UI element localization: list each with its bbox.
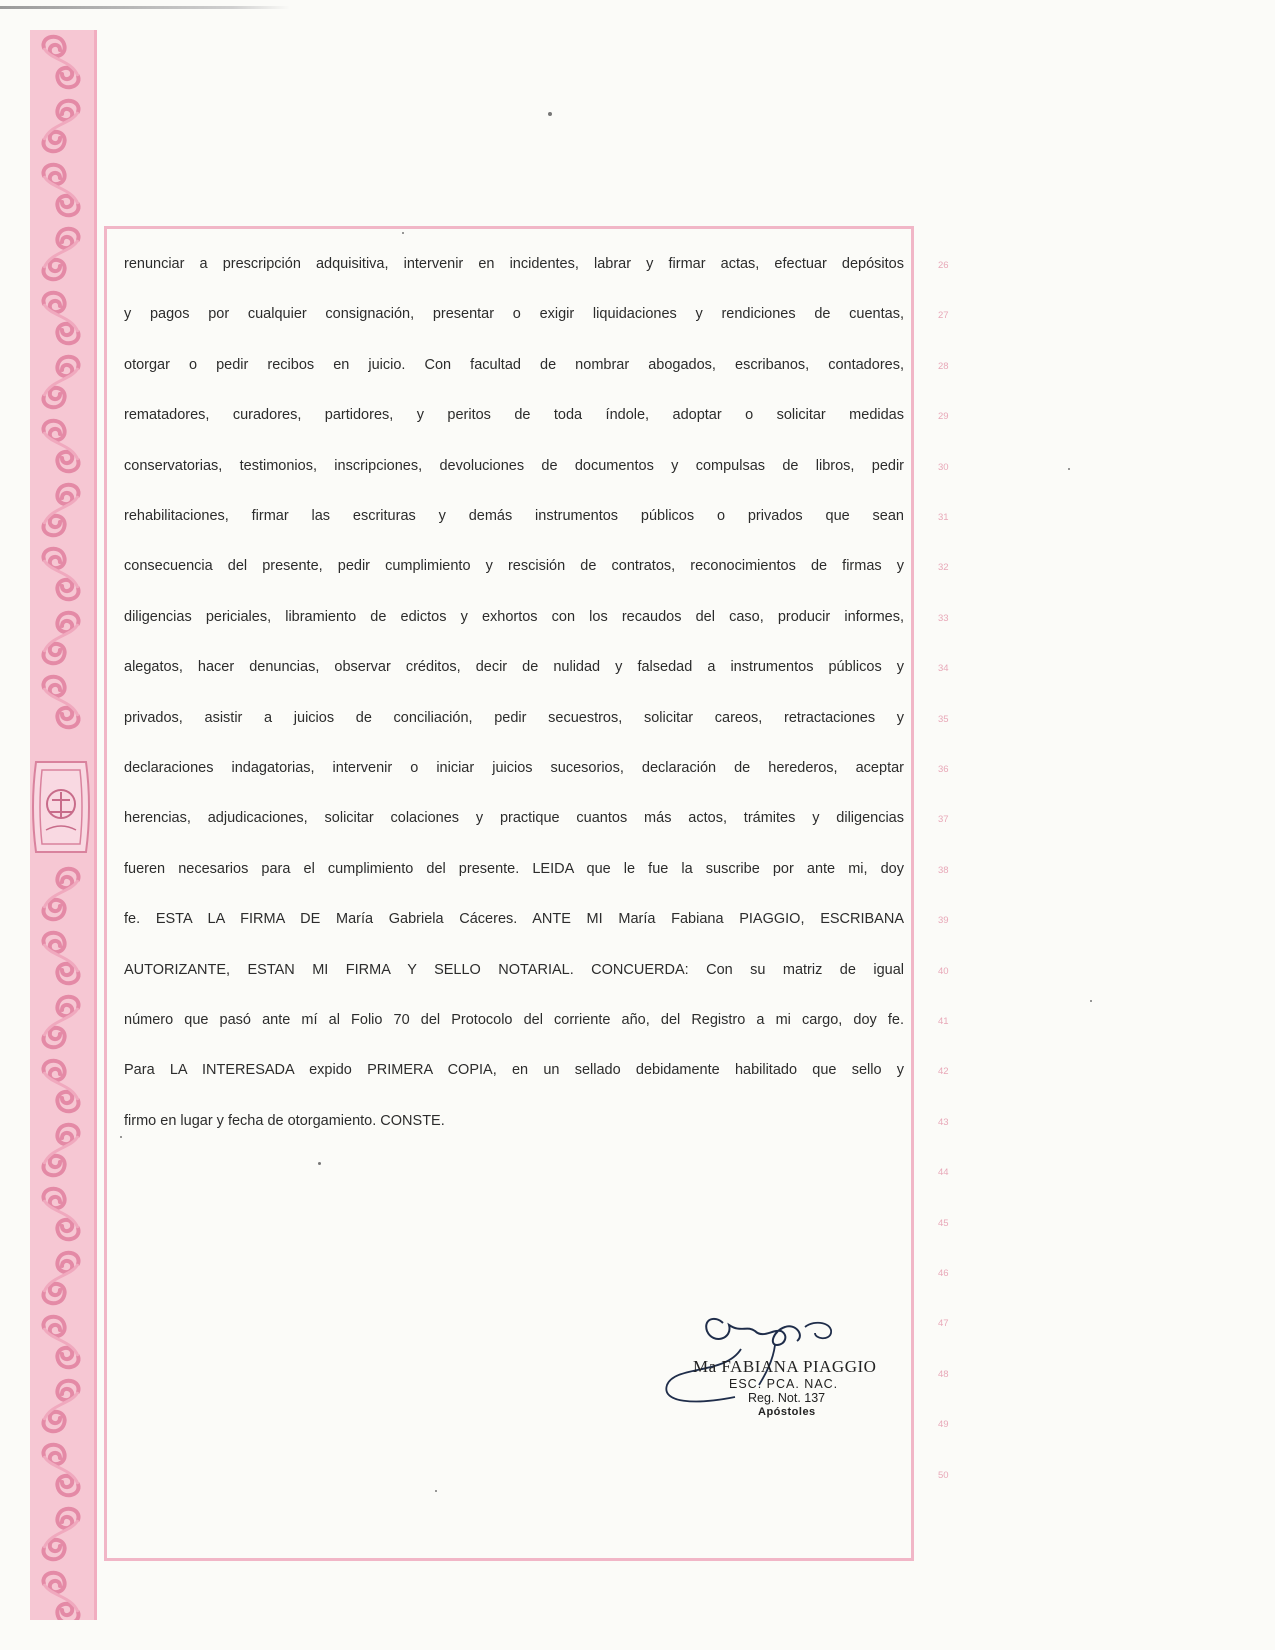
scan-smudge	[0, 6, 290, 9]
document-line: otorgar o pedir recibos en juicio. Con facultad de nombrar abogados, escribanos, contadores,	[124, 356, 904, 373]
line-number: 39	[938, 915, 949, 927]
document-line: renunciar a prescripción adquisitiva, intervenir en incidentes, labrar y firmar actas, efectuar depósitos	[124, 256, 904, 272]
document-line: número que pasó ante mí al Folio 70 del Protocolo del corriente año, del Registro a mi cargo, doy fe.	[124, 1012, 904, 1028]
document-line: rematadores, curadores, partidores, y peritos de toda índole, adoptar o solicitar medidas	[124, 407, 904, 424]
line-number: 36	[938, 764, 949, 775]
line-number: 41	[938, 1016, 949, 1027]
document-line: y pagos por cualquier consignación, presentar o exigir liquidaciones y rendiciones de cuentas,	[124, 306, 904, 323]
document-line: herencias, adjudicaciones, solicitar colaciones y practique cuantos más actos, trámites y diligencias	[124, 810, 904, 827]
document-line: privados, asistir a juicios de conciliación, pedir secuestros, solicitar careos, retractaciones y	[124, 709, 904, 726]
notarial-emblem	[28, 752, 94, 862]
line-number: 49	[938, 1419, 949, 1431]
stamp-name: Ma FABIANA PIAGGIO	[693, 1357, 877, 1376]
stamp-registry: Reg. Not. 137	[748, 1391, 826, 1405]
document-line: fe. ESTA LA FIRMA DE María Gabriela Cáceres. ANTE MI María Fabiana PIAGGIO, ESCRIBANA	[124, 911, 904, 928]
line-number: 29	[938, 411, 949, 423]
stamp-location: Apóstoles	[758, 1406, 816, 1418]
scan-speck	[318, 1162, 321, 1165]
line-number: 27	[938, 310, 949, 322]
line-number: 44	[938, 1167, 949, 1179]
document-line: AUTORIZANTE, ESTAN MI FIRMA Y SELLO NOTARIAL. CONCUERDA: Con su matriz de igual	[124, 961, 904, 978]
line-number: 26	[938, 260, 949, 271]
line-number: 38	[938, 864, 949, 876]
document-line: Para LA INTERESADA expido PRIMERA COPIA, en un sellado debidamente habilitado que sello y	[124, 1062, 904, 1079]
line-number: 33	[938, 612, 949, 624]
scan-speck	[1068, 468, 1070, 470]
document-line: firmo en lugar y fecha de otorgamiento. CONSTE.	[124, 1112, 445, 1129]
scan-speck	[548, 112, 552, 116]
line-number: 46	[938, 1268, 949, 1279]
stamp-title: ESC. PCA. NAC.	[729, 1377, 839, 1391]
line-number: 45	[938, 1217, 949, 1229]
line-number: 32	[938, 562, 949, 574]
line-number: 28	[938, 360, 949, 372]
document-line: alegatos, hacer denuncias, observar créditos, decir de nulidad y falsedad a instrumentos públicos y	[124, 659, 904, 676]
line-number: 35	[938, 713, 949, 725]
line-number: 40	[938, 965, 949, 977]
line-number: 30	[938, 461, 949, 473]
scan-speck	[435, 1490, 437, 1492]
scan-speck	[1090, 1000, 1092, 1002]
line-number: 37	[938, 814, 949, 826]
line-number: 42	[938, 1066, 949, 1078]
line-number: 48	[938, 1368, 949, 1380]
line-number: 50	[938, 1469, 949, 1481]
line-number: 34	[938, 663, 949, 675]
document-line: diligencias periciales, libramiento de edictos y exhortos con los recaudos del caso, producir informes,	[124, 608, 904, 625]
document-line: consecuencia del presente, pedir cumplimiento y rescisión de contratos, reconocimientos de firmas y	[124, 558, 904, 575]
line-number: 43	[938, 1116, 949, 1128]
line-number: 47	[938, 1318, 949, 1330]
document-line: fueren necesarios para el cumplimiento del presente. LEIDA que le fue la suscribe por ante mi, doy	[124, 860, 904, 877]
line-number: 31	[938, 512, 949, 523]
scan-speck	[402, 232, 404, 234]
document-line: conservatorias, testimonios, inscripciones, devoluciones de documentos y compulsas de libros, pedir	[124, 457, 904, 474]
document-line: declaraciones indagatorias, intervenir o iniciar juicios sucesorios, declaración de herederos, aceptar	[124, 760, 904, 776]
document-line: rehabilitaciones, firmar las escrituras y demás instrumentos públicos o privados que sean	[124, 508, 904, 524]
scan-speck	[120, 1136, 122, 1138]
